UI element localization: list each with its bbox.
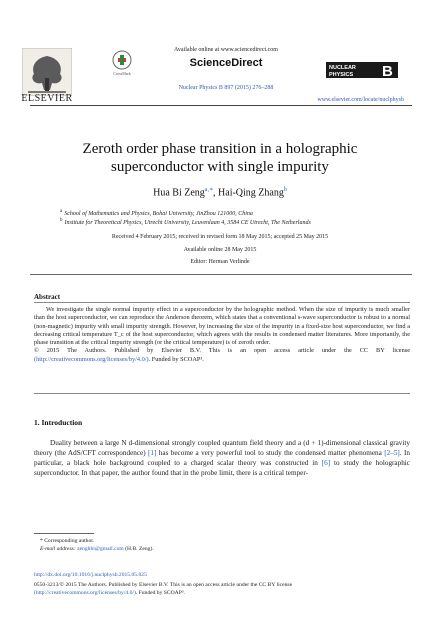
- author-separator: ,: [213, 187, 216, 199]
- editor-line: Editor: Herman Verlinde: [190, 259, 250, 265]
- journal-logo-letter: B: [382, 63, 393, 78]
- affiliation-b: [60, 218, 400, 226]
- footnote-email: [40, 546, 154, 552]
- license-suffix: . Funded by SCOAP³.: [148, 355, 204, 363]
- footnote-rule: [34, 533, 94, 534]
- received-dates: Received 4 February 2015; received in revised form 18 May 2015; accepted 25 May 2015: [111, 234, 329, 240]
- abstract-paragraph: We investigate the single normal impurity effect in a superconductor by the holographic method. When the size of impurity is much smaller than the host superconductor, we can reproduce the Anderson theorem, which states that a conventional s-wave superconductor is robust to a normal (non-magnetic) impurity with small impurity strength. However, by increasing the size of the impurity in a fixed-size host superconductor, we find a decreasing critical temperature T_c of the host superconductor, which agrees with the results in condensed matter literatures. More importantly, the phase transition at the critical impurity strength (or the critical temperature) is of zeroth order.: [34, 306, 410, 347]
- citation-link[interactable]: [6]: [321, 459, 331, 467]
- doi-link[interactable]: http://dx.doi.org/10.1016/j.nuclphysb.2015.05.025: [34, 572, 147, 578]
- author-list: [40, 186, 400, 198]
- journal-logo-line2: PHYSICS: [329, 72, 354, 78]
- email-label: E-mail address:: [40, 546, 76, 552]
- email-owner: (H.B. Zeng).: [125, 546, 154, 552]
- nuclear-physics-b-logo: [326, 62, 398, 78]
- header-divider: [30, 105, 412, 106]
- abstract-heading: Abstract: [34, 293, 61, 301]
- affiliation-mark: b: [60, 218, 63, 223]
- title-divider: [30, 274, 412, 275]
- copyright-license-link[interactable]: (http://creativecommons.org/licenses/by/4.0/): [34, 590, 136, 596]
- available-online-date: Available online 28 May 2015: [183, 247, 257, 253]
- affiliation-mark: a: [60, 209, 63, 214]
- intro-text: Duality between a large N d-dimensional strongly coupled quantum field theory and a (d + 1)-dimensional classical gravity theory (the AdS/CFT correspondence): [34, 439, 410, 457]
- footnote-corresponding: [40, 538, 94, 544]
- affiliation-text: School of Mathematics and Physics, Bohai University, JinZhou 121000, China: [64, 211, 253, 217]
- intro-text: . In particular, a black hole background coupled to a charged scalar theory was constructed in: [34, 449, 410, 467]
- crossmark-label: CrossMark: [113, 71, 131, 76]
- crossmark-icon[interactable]: [112, 50, 132, 70]
- footnote-text: Corresponding author.: [44, 538, 95, 544]
- copyright-text: 0550-3213/© 2015 The Authors. Published by Elsevier B.V. This is an open access article under the CC BY license: [34, 582, 293, 588]
- journal-reference[interactable]: Nuclear Physics B 897 (2015) 276–288: [178, 85, 274, 91]
- intro-text: has become a very powerful tool to study the condensed matter phenomena: [156, 449, 385, 457]
- license-link[interactable]: (http://creativecommons.org/licenses/by/4.0/): [34, 355, 149, 363]
- footnote-mark: *: [40, 538, 43, 544]
- affiliation-text: Institute for Theoretical Physics, Utrecht University, Leuvenlaan 4, 3584 CE Utrecht, The Netherlands: [64, 220, 311, 226]
- affiliation-a: [60, 209, 400, 217]
- publisher-name: ELSEVIER: [21, 93, 73, 104]
- available-online-text[interactable]: Available online at www.sciencedirect.com: [174, 47, 278, 53]
- sciencedirect-brand: ScienceDirect: [189, 57, 263, 69]
- copyright-suffix: . Funded by SCOAP³.: [135, 590, 185, 596]
- paper-title: [40, 140, 400, 176]
- email-link[interactable]: zenghbi@gmail.com: [77, 546, 124, 552]
- author-name: Hai-Qing Zhang: [218, 187, 284, 199]
- intro-text: to study the holographic superconductor. In that paper, the author found that in the probe limit, there is a critical temper-: [34, 459, 410, 477]
- author-name: Hua Bi Zeng: [153, 187, 205, 199]
- abstract-body: [34, 306, 410, 364]
- citation-link[interactable]: [2–5]: [384, 449, 400, 457]
- citation-link[interactable]: [1]: [148, 449, 157, 457]
- journal-url-link[interactable]: www.elsevier.com/locate/nuclphysb: [317, 97, 404, 103]
- author-marks[interactable]: b: [283, 187, 287, 193]
- introduction-body: [34, 438, 410, 478]
- abstract-top-rule: [34, 302, 410, 303]
- section-heading-introduction: 1. Introduction: [34, 418, 83, 427]
- copyright-footer: [34, 581, 410, 597]
- introduction-paragraph: [34, 438, 410, 478]
- abstract-license: [34, 347, 410, 364]
- abstract-bottom-rule: [34, 393, 410, 394]
- title-line-1: Zeroth order phase transition in a holographic: [82, 141, 358, 157]
- title-line-2: superconductor with single impurity: [111, 159, 329, 175]
- author-marks[interactable]: a,∗: [204, 187, 214, 193]
- journal-logo-line1: NUCLEAR: [329, 65, 356, 71]
- license-text: © 2015 The Authors. Published by Elsevier B.V. This is an open access article under the CC BY license: [34, 347, 410, 355]
- elsevier-tree-logo: [22, 48, 72, 96]
